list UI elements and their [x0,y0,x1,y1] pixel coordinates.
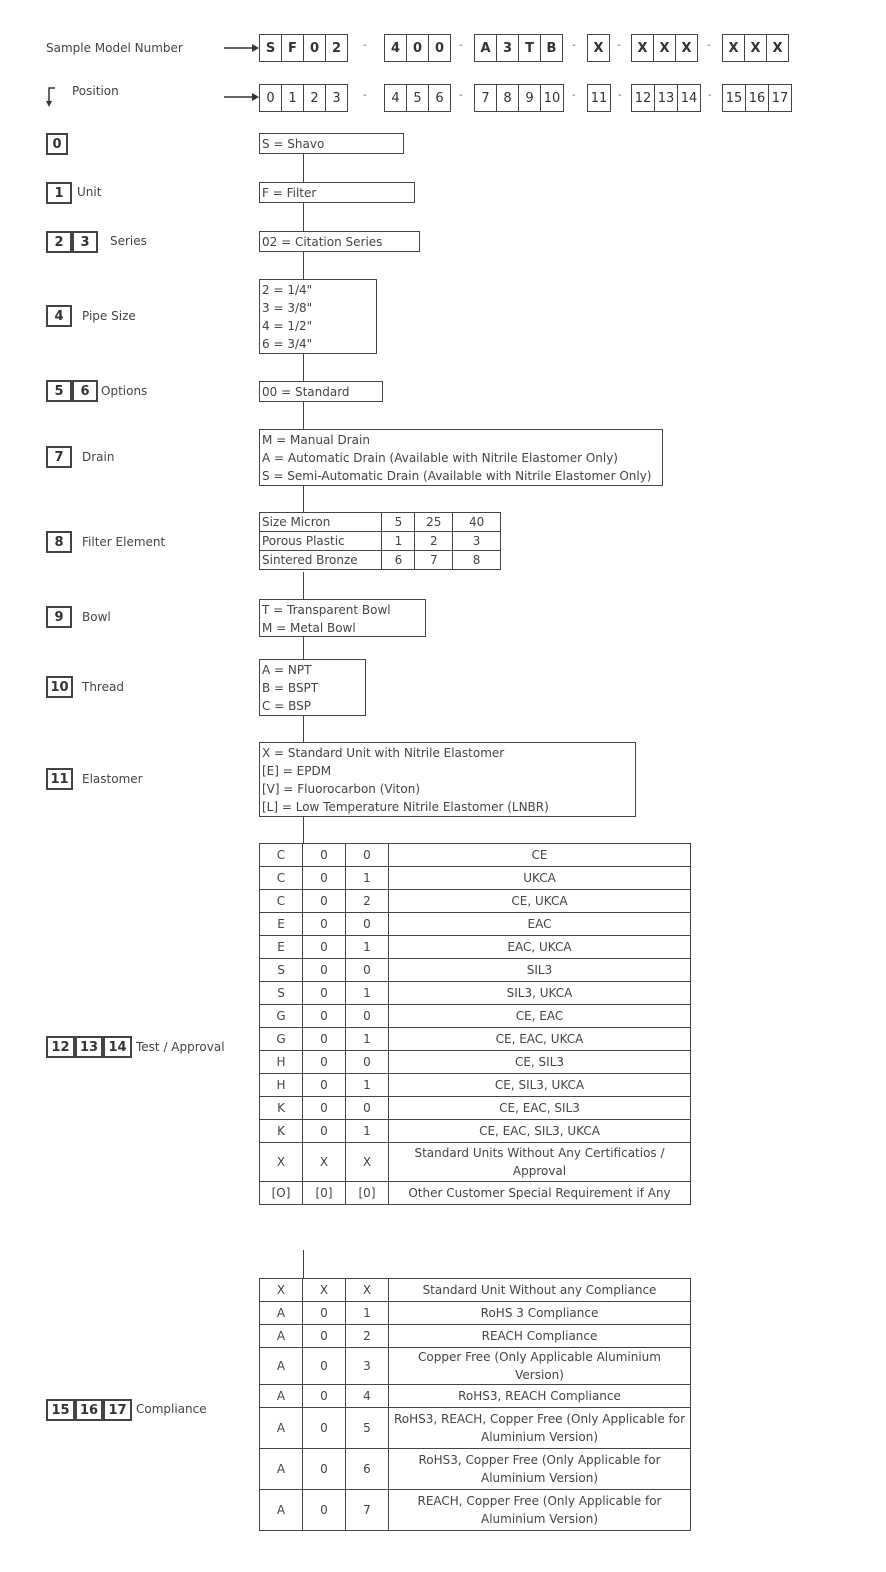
position-number-cell: 0 [259,84,282,112]
sample-code-cell: 2 [325,34,348,62]
approval-row [260,1120,691,1143]
sample-code-cell: X [766,34,789,62]
approval-cell: CE, EAC [389,1005,691,1028]
approval-cell: 0 [303,913,346,936]
filter-element-cell: 25 [415,513,453,532]
pipe-size-box: 2 = 1/4" 3 = 3/8" 4 = 1/2" 6 = 3/4" [259,279,377,354]
approval-cell: S [260,982,303,1005]
compliance-label: Compliance [136,1402,207,1416]
position-number-cell: 3 [325,84,348,112]
compliance-cell: 7 [346,1490,389,1531]
compliance-cell: 0 [303,1408,346,1449]
approval-cell: K [260,1097,303,1120]
separator-dash: - [708,90,712,101]
approval-row [260,959,691,982]
sample-code-cell: X [675,34,698,62]
connector-line [303,637,304,659]
approval-cell: 0 [346,1097,389,1120]
compliance-row [260,1302,691,1325]
series-box: 02 = Citation Series [259,231,420,252]
filter-element-row [260,551,501,570]
approval-cell: 1 [346,1074,389,1097]
approval-cell: C [260,890,303,913]
arrow-right-icon [224,90,260,104]
separator-dash: - [459,90,463,101]
compliance-cell: 3 [346,1348,389,1385]
compliance-cell: RoHS3, REACH Compliance [389,1385,691,1408]
approval-cell: H [260,1074,303,1097]
sample-code-cell: 4 [384,34,407,62]
approval-cell: C [260,844,303,867]
compliance-cell: 0 [303,1449,346,1490]
separator-dash: - [459,40,463,51]
compliance-cell: RoHS3, REACH, Copper Free (Only Applicable for Aluminium Version) [389,1408,691,1449]
position-16-code: 16 [75,1399,103,1421]
position-12-code: 12 [46,1036,75,1058]
compliance-cell: A [260,1302,303,1325]
approval-cell: 0 [303,936,346,959]
filter-element-cell: 3 [453,532,501,551]
approval-cell: EAC [389,913,691,936]
approval-cell: 0 [303,890,346,913]
position-11-code: 11 [46,768,73,790]
position-number-cell: 17 [768,84,792,112]
approval-cell: S [260,959,303,982]
compliance-cell: A [260,1449,303,1490]
approval-cell: 1 [346,867,389,890]
sample-code-cell: 0 [406,34,429,62]
sample-code-cell: 3 [496,34,519,62]
approval-cell: 1 [346,936,389,959]
sample-code-cell: A [474,34,497,62]
approval-cell: 0 [303,959,346,982]
compliance-cell: 0 [303,1490,346,1531]
approval-row [260,1005,691,1028]
approval-row [260,913,691,936]
compliance-cell: REACH Compliance [389,1325,691,1348]
position-number-cell: 10 [540,84,564,112]
filter-element-row [260,532,501,551]
approval-cell: 2 [346,890,389,913]
position-7-code: 7 [46,446,72,468]
sample-code-cell: X [653,34,676,62]
filter-element-cell: Size Micron [260,513,382,532]
approval-cell: CE [389,844,691,867]
separator-dash: - [363,90,367,101]
approval-cell: 1 [346,1028,389,1051]
approval-row [260,890,691,913]
approval-cell: X [260,1143,303,1182]
filter-element-cell: 5 [382,513,415,532]
compliance-table [259,1278,691,1531]
sample-code-cell: 0 [303,34,326,62]
compliance-cell: A [260,1325,303,1348]
approval-cell: 0 [346,1005,389,1028]
approval-cell: CE, SIL3, UKCA [389,1074,691,1097]
approval-cell: 0 [346,959,389,982]
sample-code-cell: X [722,34,745,62]
filter-element-cell: Porous Plastic [260,532,382,551]
position-label: Position [72,84,119,98]
approval-row [260,1051,691,1074]
sample-code-cell: T [518,34,541,62]
position-3-code: 3 [72,231,98,253]
connector-line [303,572,304,599]
approval-row [260,1097,691,1120]
approval-cell: X [346,1143,389,1182]
shavo-box: S = Shavo [259,133,404,154]
filter-element-label: Filter Element [82,535,166,549]
separator-dash: - [618,90,622,101]
approval-cell: Standard Units Without Any Certificatios / Approval [389,1143,691,1182]
compliance-cell: Copper Free (Only Applicable Aluminium Version) [389,1348,691,1385]
connector-line [303,716,304,742]
approval-cell: 0 [346,844,389,867]
approval-row [260,982,691,1005]
compliance-cell: A [260,1408,303,1449]
elastomer-box: X = Standard Unit with Nitrile Elastomer [E] = EPDM [V] = Fluorocarbon (Viton) [L] = Low Temperature Nitrile Elastomer (LNBR) [259,742,636,817]
test-approval-label: Test / Approval [136,1040,225,1054]
filter-element-cell: Sintered Bronze [260,551,382,570]
position-number-cell: 16 [745,84,769,112]
filter-element-cell: 1 [382,532,415,551]
filter-element-table [259,512,501,570]
position-number-cell: 1 [281,84,304,112]
approval-cell: SIL3, UKCA [389,982,691,1005]
compliance-row [260,1385,691,1408]
bowl-box: T = Transparent Bowl M = Metal Bowl [259,599,426,637]
arrow-down-corner-icon [44,86,58,108]
approval-cell: X [303,1143,346,1182]
position-8-code: 8 [46,531,72,553]
approval-row [260,1143,691,1182]
test-approval-table [259,843,691,1205]
thread-box: A = NPT B = BSPT C = BSP [259,659,366,716]
approval-cell: 1 [346,1120,389,1143]
position-number-cell: 2 [303,84,326,112]
compliance-cell: X [260,1279,303,1302]
approval-cell: G [260,1005,303,1028]
unit-label: Unit [77,185,102,199]
approval-cell: CE, EAC, UKCA [389,1028,691,1051]
connector-line [303,154,304,182]
series-label: Series [110,234,147,248]
approval-cell: [0] [303,1182,346,1205]
approval-cell: 1 [346,982,389,1005]
compliance-row [260,1348,691,1385]
sample-code-cell: F [281,34,304,62]
options-label: Options [101,384,148,398]
compliance-cell: 0 [303,1348,346,1385]
approval-cell: 0 [303,867,346,890]
approval-cell: 0 [303,1120,346,1143]
approval-cell: 0 [303,844,346,867]
separator-dash: - [707,40,711,51]
position-number-cell: 6 [428,84,451,112]
position-9-code: 9 [46,606,72,628]
unit-box: F = Filter [259,182,415,203]
position-number-cell: 15 [722,84,746,112]
position-number-cell: 11 [587,84,611,112]
separator-dash: - [617,40,621,51]
compliance-row [260,1449,691,1490]
sample-code-cell: X [587,34,610,62]
position-number-cell: 12 [631,84,655,112]
filter-element-cell: 40 [453,513,501,532]
compliance-cell: 0 [303,1325,346,1348]
bowl-label: Bowl [82,610,111,624]
approval-cell: H [260,1051,303,1074]
position-15-code: 15 [46,1399,75,1421]
approval-cell: 0 [303,982,346,1005]
approval-cell: 0 [346,1051,389,1074]
position-number-cell: 13 [654,84,678,112]
position-number-cell: 14 [677,84,701,112]
compliance-cell: 1 [346,1302,389,1325]
approval-cell: 0 [303,1005,346,1028]
position-10-code: 10 [46,676,73,698]
sample-code-cell: 0 [428,34,451,62]
sample-code-cell: S [259,34,282,62]
connector-line [303,1250,304,1278]
drain-label: Drain [82,450,115,464]
approval-row [260,936,691,959]
connector-line [303,402,304,429]
filter-element-cell: 2 [415,532,453,551]
compliance-row [260,1325,691,1348]
thread-label: Thread [82,680,124,694]
approval-cell: SIL3 [389,959,691,982]
compliance-cell: X [346,1279,389,1302]
compliance-row [260,1408,691,1449]
position-2-code: 2 [46,231,72,253]
approval-row [260,1074,691,1097]
position-5-code: 5 [46,380,72,402]
approval-row [260,1182,691,1205]
separator-dash: - [572,40,576,51]
approval-cell: CE, EAC, SIL3, UKCA [389,1120,691,1143]
compliance-cell: 0 [303,1385,346,1408]
position-6-code: 6 [72,380,98,402]
approval-cell: 0 [303,1028,346,1051]
position-number-cell: 7 [474,84,497,112]
approval-cell: K [260,1120,303,1143]
sample-code-cell: X [744,34,767,62]
approval-row [260,1028,691,1051]
approval-cell: E [260,913,303,936]
options-box: 00 = Standard [259,381,383,402]
approval-cell: 0 [303,1051,346,1074]
compliance-cell: 2 [346,1325,389,1348]
filter-element-cell: 8 [453,551,501,570]
elastomer-label: Elastomer [82,772,143,786]
sample-model-number-label: Sample Model Number [46,41,183,55]
approval-cell: EAC, UKCA [389,936,691,959]
compliance-cell: RoHS 3 Compliance [389,1302,691,1325]
compliance-cell: Standard Unit Without any Compliance [389,1279,691,1302]
approval-cell: [0] [346,1182,389,1205]
separator-dash: - [363,40,367,51]
position-14-code: 14 [103,1036,132,1058]
position-1-code: 1 [46,182,72,204]
compliance-cell: A [260,1348,303,1385]
approval-cell: CE, SIL3 [389,1051,691,1074]
sample-code-cell: X [631,34,654,62]
drain-box: M = Manual Drain A = Automatic Drain (Available with Nitrile Elastomer Only) S = Semi-Automatic Drain (Available with Nitrile Elastomer Only) [259,429,663,486]
approval-cell: 0 [303,1097,346,1120]
position-number-cell: 9 [518,84,541,112]
position-number-cell: 5 [406,84,429,112]
approval-cell: E [260,936,303,959]
approval-cell: UKCA [389,867,691,890]
compliance-row [260,1279,691,1302]
sample-code-cell: B [540,34,563,62]
compliance-cell: A [260,1490,303,1531]
approval-cell: C [260,867,303,890]
approval-cell: Other Customer Special Requirement if Any [389,1182,691,1205]
pipe-size-label: Pipe Size [82,309,136,323]
position-4-code: 4 [46,305,72,327]
filter-element-cell: 7 [415,551,453,570]
connector-line [303,353,304,381]
separator-dash: - [572,90,576,101]
approval-cell: 0 [346,913,389,936]
filter-element-cell: 6 [382,551,415,570]
compliance-cell: 6 [346,1449,389,1490]
compliance-row [260,1490,691,1531]
arrow-right-icon [224,41,260,55]
compliance-cell: X [303,1279,346,1302]
approval-cell: CE, EAC, SIL3 [389,1097,691,1120]
approval-cell: CE, UKCA [389,890,691,913]
approval-cell: [O] [260,1182,303,1205]
connector-line [303,486,304,512]
connector-line [303,252,304,279]
compliance-cell: 0 [303,1302,346,1325]
compliance-cell: 4 [346,1385,389,1408]
position-number-cell: 8 [496,84,519,112]
connector-line [303,203,304,231]
position-17-code: 17 [103,1399,132,1421]
compliance-cell: REACH, Copper Free (Only Applicable for Aluminium Version) [389,1490,691,1531]
approval-row [260,844,691,867]
compliance-cell: RoHS3, Copper Free (Only Applicable for Aluminium Version) [389,1449,691,1490]
connector-line [303,817,304,843]
compliance-cell: A [260,1385,303,1408]
position-0-code: 0 [46,133,68,155]
approval-cell: G [260,1028,303,1051]
position-13-code: 13 [75,1036,103,1058]
filter-element-row [260,513,501,532]
approval-row [260,867,691,890]
compliance-cell: 5 [346,1408,389,1449]
position-number-cell: 4 [384,84,407,112]
approval-cell: 0 [303,1074,346,1097]
